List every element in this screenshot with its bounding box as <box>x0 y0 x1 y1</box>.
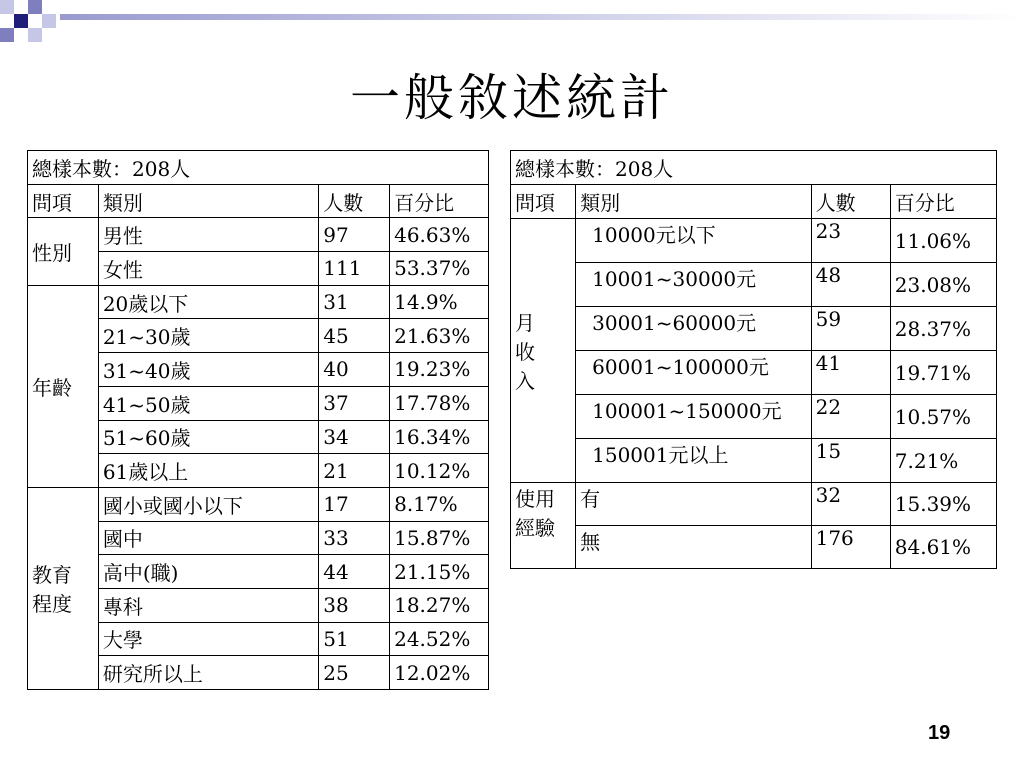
income-usage-table <box>510 150 997 569</box>
percent-cell: 84.61% <box>890 526 996 569</box>
percent-cell: 7.21% <box>890 439 996 483</box>
count-cell: 17 <box>319 487 390 521</box>
sample-size-caption: 總樣本數：208人 <box>28 151 489 185</box>
table-row <box>511 351 997 395</box>
count-cell: 34 <box>319 420 390 454</box>
group-label: 性別 <box>28 218 99 285</box>
count-cell: 51 <box>319 622 390 656</box>
category-cell: 60001~100000元 <box>576 351 811 395</box>
category-cell: 41~50歲 <box>98 386 318 420</box>
percent-cell: 53.37% <box>390 252 489 286</box>
demographics-table <box>27 150 489 690</box>
category-cell: 國中 <box>98 521 318 555</box>
table-row <box>511 395 997 439</box>
category-cell: 研究所以上 <box>98 656 318 690</box>
category-cell: 61歲以上 <box>98 454 318 488</box>
category-cell: 女性 <box>98 252 318 286</box>
category-cell: 有 <box>576 483 811 526</box>
count-cell: 31 <box>319 285 390 319</box>
category-cell: 大學 <box>98 622 318 656</box>
sample-size-caption: 總樣本數：208人 <box>511 151 997 185</box>
count-cell: 41 <box>811 351 890 395</box>
percent-cell: 19.71% <box>890 351 996 395</box>
category-cell: 51~60歲 <box>98 420 318 454</box>
percent-cell: 11.06% <box>890 219 996 263</box>
table-row <box>511 439 997 483</box>
category-cell: 10000元以下 <box>576 219 811 263</box>
category-cell: 無 <box>576 526 811 569</box>
count-cell: 48 <box>811 263 890 307</box>
count-cell: 111 <box>319 252 390 286</box>
category-cell: 男性 <box>98 218 318 252</box>
decorative-header-bar <box>0 0 1024 50</box>
percent-cell: 18.27% <box>390 588 489 622</box>
table-row <box>28 487 489 521</box>
table-caption-row <box>511 151 997 185</box>
count-cell: 45 <box>319 319 390 353</box>
percent-cell: 23.08% <box>890 263 996 307</box>
page-number: 19 <box>928 722 951 744</box>
percent-cell: 15.87% <box>390 521 489 555</box>
category-cell: 31~40歲 <box>98 353 318 387</box>
column-header: 類別 <box>576 185 811 219</box>
percent-cell: 24.52% <box>390 622 489 656</box>
count-cell: 38 <box>319 588 390 622</box>
table-row <box>511 219 997 263</box>
table-row <box>28 285 489 319</box>
count-cell: 21 <box>319 454 390 488</box>
category-cell: 100001~150000元 <box>576 395 811 439</box>
table-row <box>511 307 997 351</box>
count-cell: 15 <box>811 439 890 483</box>
category-cell: 10001~30000元 <box>576 263 811 307</box>
count-cell: 176 <box>811 526 890 569</box>
category-cell: 30001~60000元 <box>576 307 811 351</box>
percent-cell: 10.12% <box>390 454 489 488</box>
column-header: 類別 <box>98 184 318 218</box>
count-cell: 44 <box>319 555 390 589</box>
percent-cell: 14.9% <box>390 285 489 319</box>
count-cell: 97 <box>319 218 390 252</box>
count-cell: 32 <box>811 483 890 526</box>
percent-cell: 15.39% <box>890 483 996 526</box>
table-row <box>511 263 997 307</box>
category-cell: 國小或國小以下 <box>98 487 318 521</box>
group-label: 教育 程度 <box>28 487 99 689</box>
percent-cell: 21.15% <box>390 555 489 589</box>
column-header: 人數 <box>811 185 890 219</box>
count-cell: 59 <box>811 307 890 351</box>
percent-cell: 12.02% <box>390 656 489 690</box>
column-header: 人數 <box>319 184 390 218</box>
category-cell: 專科 <box>98 588 318 622</box>
percent-cell: 21.63% <box>390 319 489 353</box>
percent-cell: 8.17% <box>390 487 489 521</box>
count-cell: 22 <box>811 395 890 439</box>
percent-cell: 19.23% <box>390 353 489 387</box>
column-header: 百分比 <box>890 185 996 219</box>
table-row <box>511 526 997 569</box>
column-header: 百分比 <box>390 184 489 218</box>
category-cell: 150001元以上 <box>576 439 811 483</box>
column-header: 問項 <box>511 185 576 219</box>
count-cell: 40 <box>319 353 390 387</box>
table-caption-row <box>28 151 489 185</box>
group-label: 使用 經驗 <box>511 483 576 569</box>
percent-cell: 17.78% <box>390 386 489 420</box>
count-cell: 25 <box>319 656 390 690</box>
percent-cell: 28.37% <box>890 307 996 351</box>
table-row <box>511 483 997 526</box>
percent-cell: 10.57% <box>890 395 996 439</box>
percent-cell: 16.34% <box>390 420 489 454</box>
group-label: 年齡 <box>28 285 99 487</box>
page-title: 一般敘述統計 <box>350 69 674 127</box>
count-cell: 33 <box>319 521 390 555</box>
category-cell: 20歲以下 <box>98 285 318 319</box>
table-header-row <box>511 185 997 219</box>
column-header: 問項 <box>28 184 99 218</box>
category-cell: 高中(職) <box>98 555 318 589</box>
percent-cell: 46.63% <box>390 218 489 252</box>
count-cell: 23 <box>811 219 890 263</box>
table-row <box>28 218 489 252</box>
category-cell: 21~30歲 <box>98 319 318 353</box>
count-cell: 37 <box>319 386 390 420</box>
group-label: 月 收 入 <box>511 219 576 483</box>
table-header-row <box>28 184 489 218</box>
